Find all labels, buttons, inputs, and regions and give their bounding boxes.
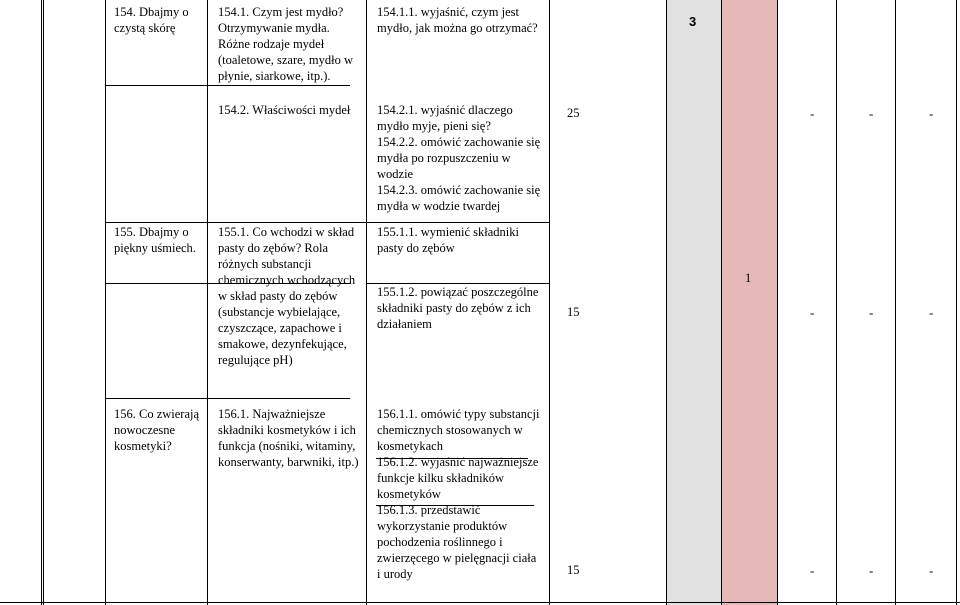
objective-item: 154.2.1. wyjaśnić dlaczego mydło myje, pieni się? — [377, 103, 513, 133]
topic-cell: 155. Dbajmy o piękny uśmiech. — [114, 225, 196, 255]
objectives-cell — [377, 406, 542, 582]
objectives-cell — [377, 4, 542, 36]
table-rule — [105, 0, 106, 605]
table-rule — [721, 0, 722, 605]
objectives-cell — [377, 224, 542, 332]
dash-cell: - — [869, 563, 874, 578]
row-separator — [0, 602, 960, 603]
topic-cell: 156. Co zwierają nowoczesne kosmetyki? — [114, 407, 200, 453]
objective-item: 156.1.1. omówić typy substancji chemicznych stosowanych w kosmetykach — [377, 407, 540, 453]
objective-item: 154.2.3. omówić zachowanie się mydła w wodzie twardej — [377, 183, 541, 213]
table-rule — [895, 0, 896, 605]
dash-cell: - — [810, 563, 815, 578]
objective-item: 156.1.3. przedstawić wykorzystanie produktów pochodzenia roślinnego i zwierzęcego w pielęgnacji ciała i urody — [377, 503, 537, 581]
hours-value: 15 — [567, 563, 580, 577]
dash-cell: - — [869, 106, 874, 121]
table-rule — [777, 0, 778, 605]
dash-cell: - — [929, 106, 934, 121]
grey-column-value: 3 — [689, 14, 697, 29]
grey-column — [667, 0, 721, 605]
objectives-cell — [377, 102, 542, 214]
table-rule — [366, 0, 367, 605]
hours-value: 15 — [567, 305, 580, 319]
table-rule — [43, 0, 44, 605]
pink-column-value: 1 — [745, 271, 752, 285]
dash-cell: - — [810, 106, 815, 121]
objective-item: 156.1.2. wyjaśnić najważniejsze funkcje kilku składników kosmetyków — [377, 455, 539, 501]
pink-column — [722, 0, 777, 605]
row-separator — [106, 398, 350, 399]
table-rule — [549, 0, 550, 605]
table-rule — [207, 0, 208, 605]
topic-cell: 154. Dbajmy o czystą skórę — [114, 5, 189, 35]
content-cell: 156.1. Najważniejsze składniki kosmetyków i ich funkcja (nośniki, witaminy, konserwanty, barwniki, itp.) — [218, 407, 359, 469]
table-rule — [666, 0, 667, 605]
dash-cell: - — [810, 305, 815, 320]
table-rule — [836, 0, 837, 605]
row-separator — [106, 85, 350, 86]
objective-item: 154.1.1. wyjaśnić, czym jest mydło, jak można go otrzymać? — [377, 5, 538, 35]
content-cell: 154.2. Właściwości mydeł — [218, 103, 351, 117]
table-rule — [956, 0, 957, 605]
content-cell: 155.1. Co wchodzi w skład pasty do zębów? Rola różnych substancji chemicznych wchodzących w skład pasty do zębów (substancje wybielające, czyszczące, zapachowe i smakowe, dezynfekujące, regulujące pH) — [218, 225, 356, 367]
row-separator — [366, 222, 550, 223]
hours-value: 25 — [567, 106, 580, 120]
row-separator — [106, 222, 367, 223]
content-cell: 154.1. Czym jest mydło? Otrzymywanie mydła. Różne rodzaje mydeł (toaletowe, szare, mydło w płynie, siarkowe, itp.). — [218, 5, 354, 83]
dash-cell: - — [929, 563, 934, 578]
dash-cell: - — [869, 305, 874, 320]
objective-item: 154.2.2. omówić zachowanie się mydła po rozpuszczeniu w wodzie — [377, 135, 541, 181]
objective-item: 155.1.1. wymienić składniki pasty do zębów — [377, 225, 519, 255]
table-rule — [41, 0, 42, 605]
dash-cell: - — [929, 305, 934, 320]
objective-item: 155.1.2. powiązać poszczególne składniki pasty do zębów z ich działaniem — [377, 285, 539, 331]
